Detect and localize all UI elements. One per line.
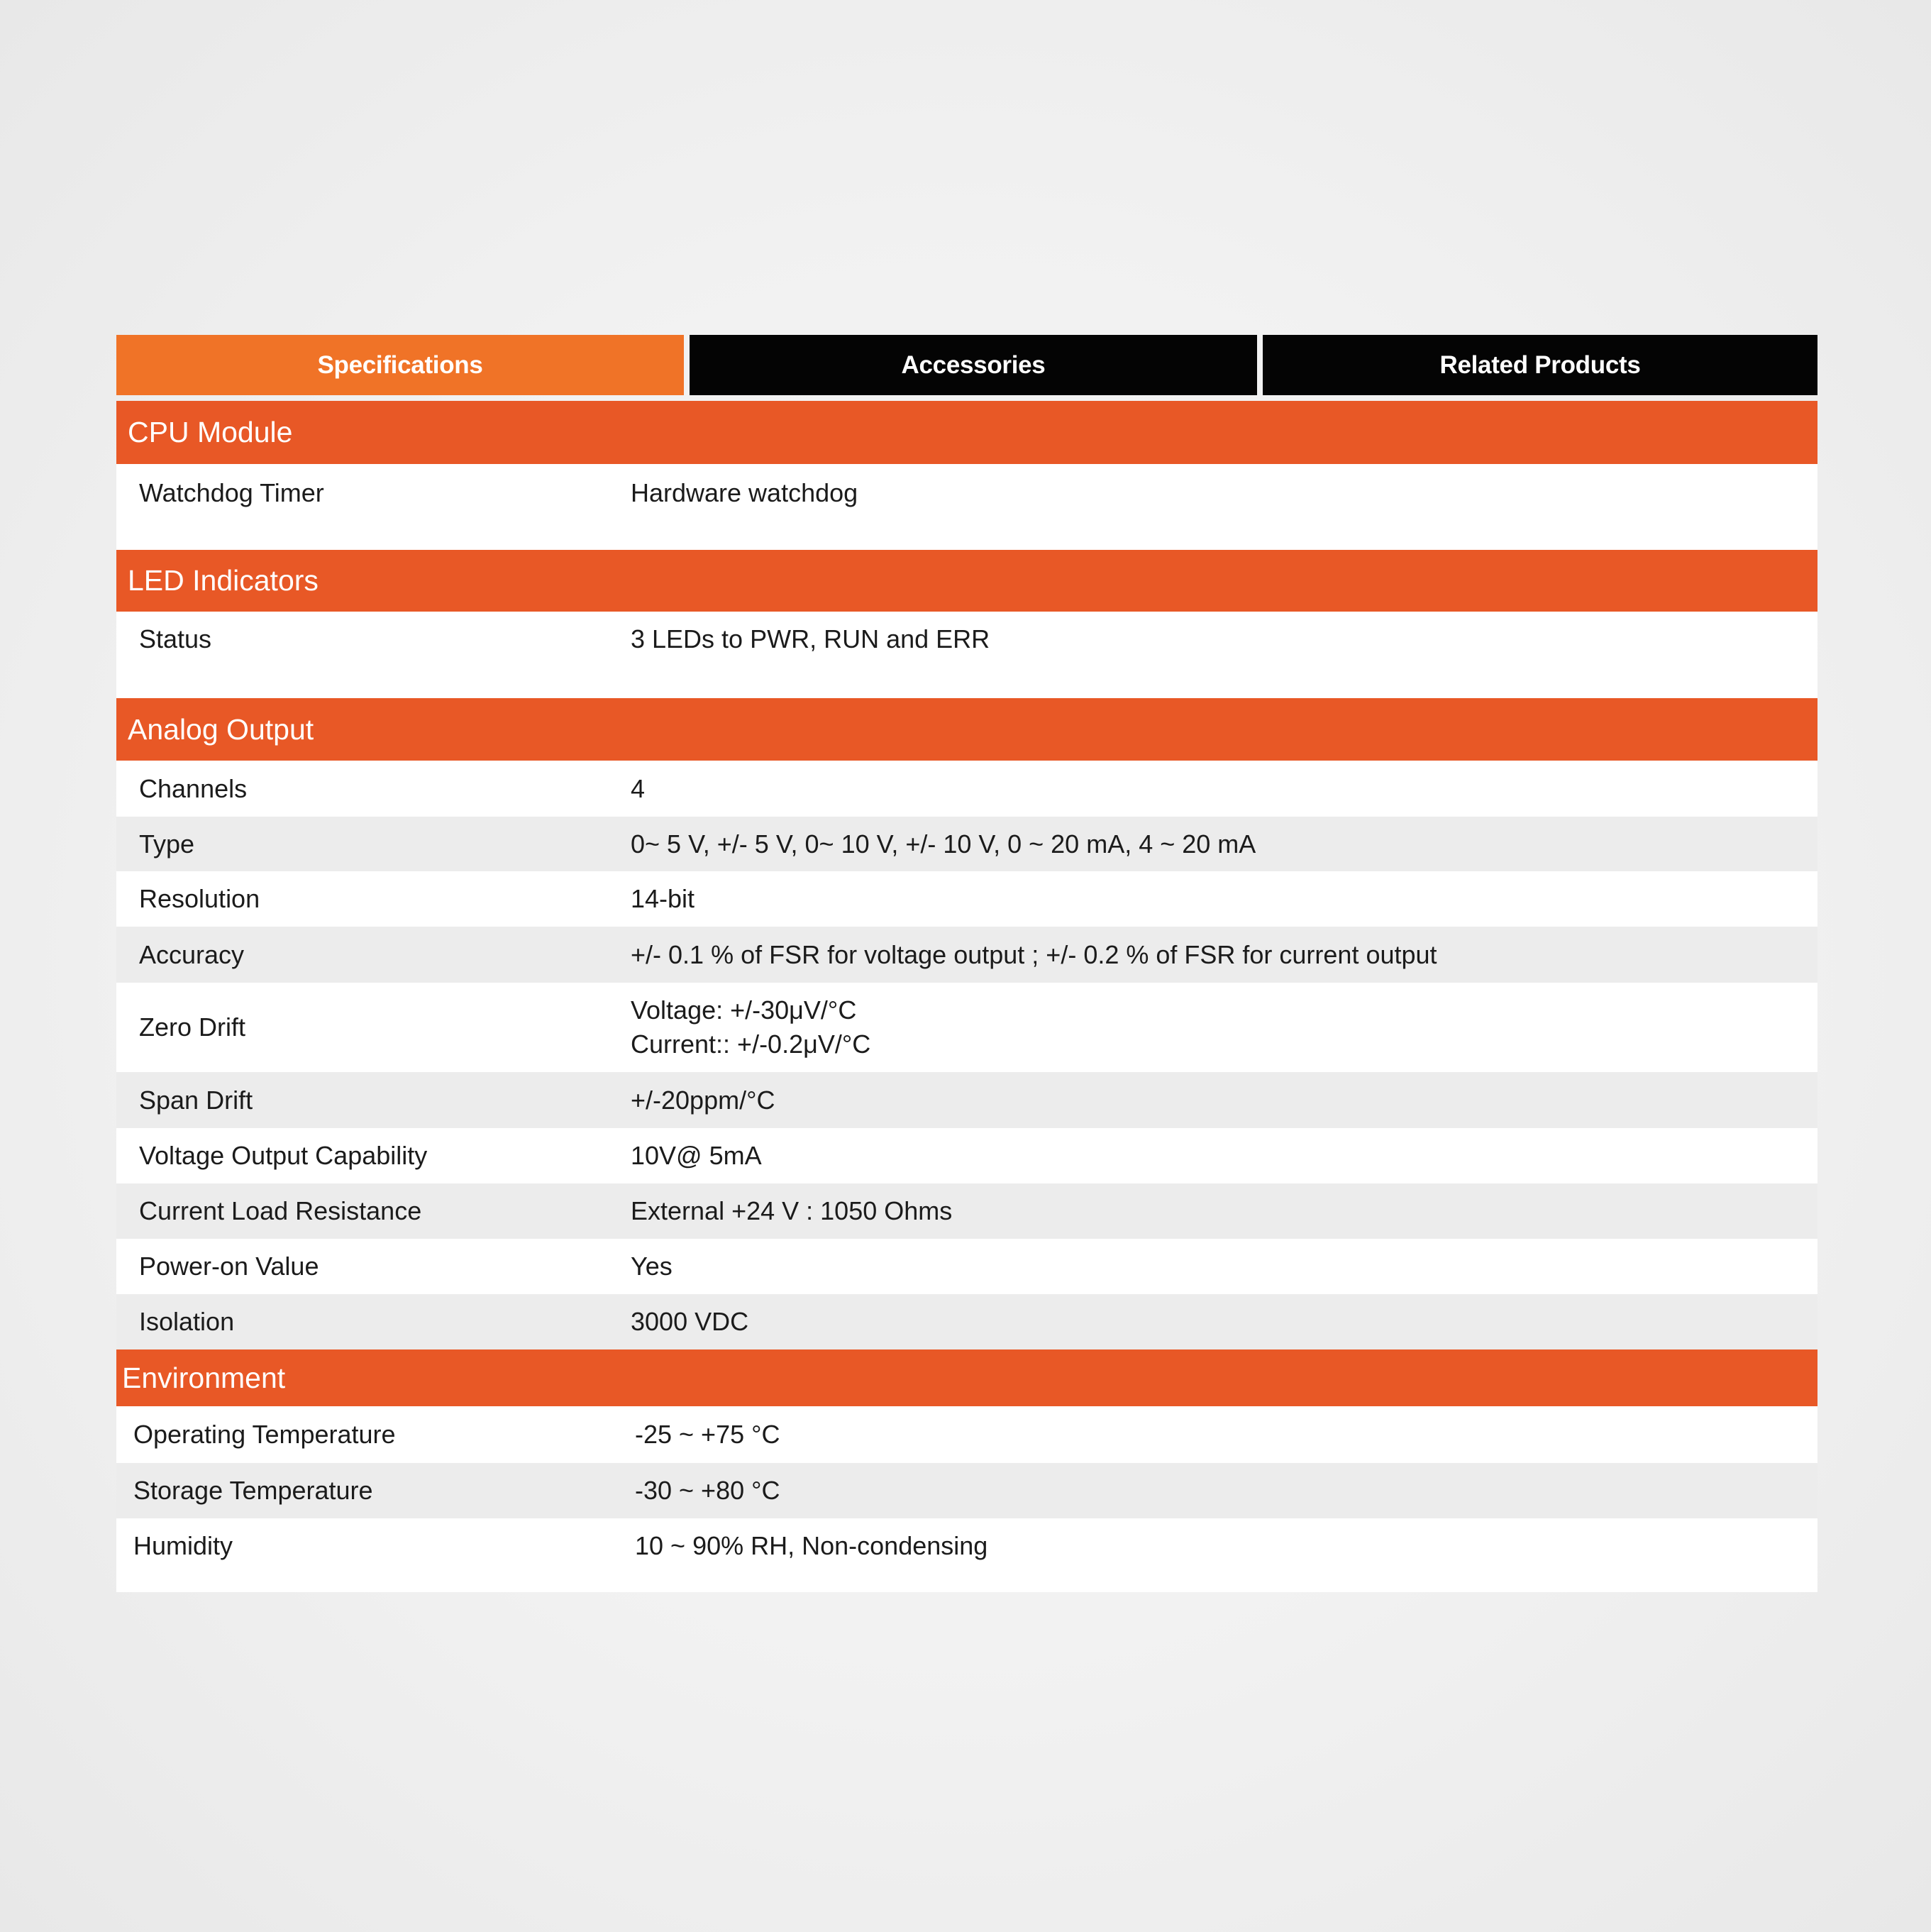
spec-label: Zero Drift bbox=[139, 1012, 246, 1042]
spec-label: Channels bbox=[139, 773, 248, 803]
spec-row-watchdog-timer bbox=[116, 464, 1817, 550]
spec-label: Isolation bbox=[139, 1307, 235, 1336]
spec-row-storage-temperature bbox=[116, 1463, 1817, 1518]
spec-row-channels bbox=[116, 761, 1817, 817]
spec-label: Power-on Value bbox=[139, 1252, 319, 1281]
spec-label: Accuracy bbox=[139, 939, 245, 969]
spec-value: 4 bbox=[631, 773, 646, 803]
spacer bbox=[116, 395, 1817, 401]
spec-row-accuracy bbox=[116, 927, 1817, 983]
tab-bar bbox=[116, 335, 1817, 395]
section-header-cpu-module: CPU Module bbox=[116, 401, 1817, 464]
spec-value: +/-20ppm/°C bbox=[631, 1085, 775, 1115]
spec-value: Yes bbox=[631, 1252, 673, 1281]
spec-value: 0~ 5 V, +/- 5 V, 0~ 10 V, +/- 10 V, 0 ~ 20 mA, 4 ~ 20 mA bbox=[631, 829, 1256, 859]
spec-value: 14-bit bbox=[631, 884, 695, 913]
spec-row-power-on-value bbox=[116, 1239, 1817, 1294]
spec-label: Type bbox=[139, 829, 195, 859]
tab-related-products[interactable]: Related Products bbox=[1263, 335, 1817, 395]
spec-value: External +24 V : 1050 Ohms bbox=[631, 1196, 953, 1225]
spec-row-span-drift bbox=[116, 1072, 1817, 1128]
spec-value: 10 ~ 90% RH, Non-condensing bbox=[635, 1531, 988, 1560]
spec-row-isolation bbox=[116, 1294, 1817, 1349]
tab-accessories[interactable]: Accessories bbox=[690, 335, 1257, 395]
spec-value: 3 LEDs to PWR, RUN and ERR bbox=[631, 624, 990, 653]
spec-value-line: Voltage: +/-30μV/°C bbox=[631, 995, 857, 1025]
spec-value: 3000 VDC bbox=[631, 1307, 749, 1336]
section-header-analog-output: Analog Output bbox=[116, 698, 1817, 761]
spec-value: Hardware watchdog bbox=[631, 478, 858, 507]
spec-row-type bbox=[116, 817, 1817, 871]
spec-label: Voltage Output Capability bbox=[139, 1141, 428, 1170]
spec-value: +/- 0.1 % of FSR for voltage output ; +/- 0.2 % of FSR for current output bbox=[631, 939, 1437, 969]
spec-label: Resolution bbox=[139, 884, 260, 913]
spec-label: Span Drift bbox=[139, 1085, 253, 1115]
spec-row-zero-drift bbox=[116, 983, 1817, 1072]
spec-label: Storage Temperature bbox=[133, 1476, 373, 1505]
spec-label: Humidity bbox=[133, 1531, 233, 1560]
spec-row-operating-temperature bbox=[116, 1406, 1817, 1463]
spec-value-line: Current:: +/-0.2μV/°C bbox=[631, 1030, 871, 1059]
spec-row-current-load-resistance bbox=[116, 1183, 1817, 1239]
spec-row-humidity bbox=[116, 1518, 1817, 1592]
spec-value: 10V@ 5mA bbox=[631, 1141, 762, 1170]
spec-row-resolution bbox=[116, 871, 1817, 927]
spec-value: -25 ~ +75 °C bbox=[635, 1420, 780, 1449]
spec-value bbox=[631, 993, 1817, 1061]
product-tabs-panel bbox=[116, 335, 1817, 1592]
spec-value: -30 ~ +80 °C bbox=[635, 1476, 780, 1505]
spec-row-voltage-output-capability bbox=[116, 1128, 1817, 1183]
spec-label: Watchdog Timer bbox=[139, 478, 324, 507]
section-header-led-indicators: LED Indicators bbox=[116, 550, 1817, 612]
spec-row-status bbox=[116, 612, 1817, 698]
environment-section bbox=[116, 1349, 1817, 1592]
tab-specifications[interactable]: Specifications bbox=[116, 335, 684, 395]
spec-label: Operating Temperature bbox=[133, 1420, 396, 1449]
spec-label: Current Load Resistance bbox=[139, 1196, 422, 1225]
spec-label: Status bbox=[139, 624, 212, 653]
section-header-environment: Environment bbox=[116, 1349, 1817, 1406]
